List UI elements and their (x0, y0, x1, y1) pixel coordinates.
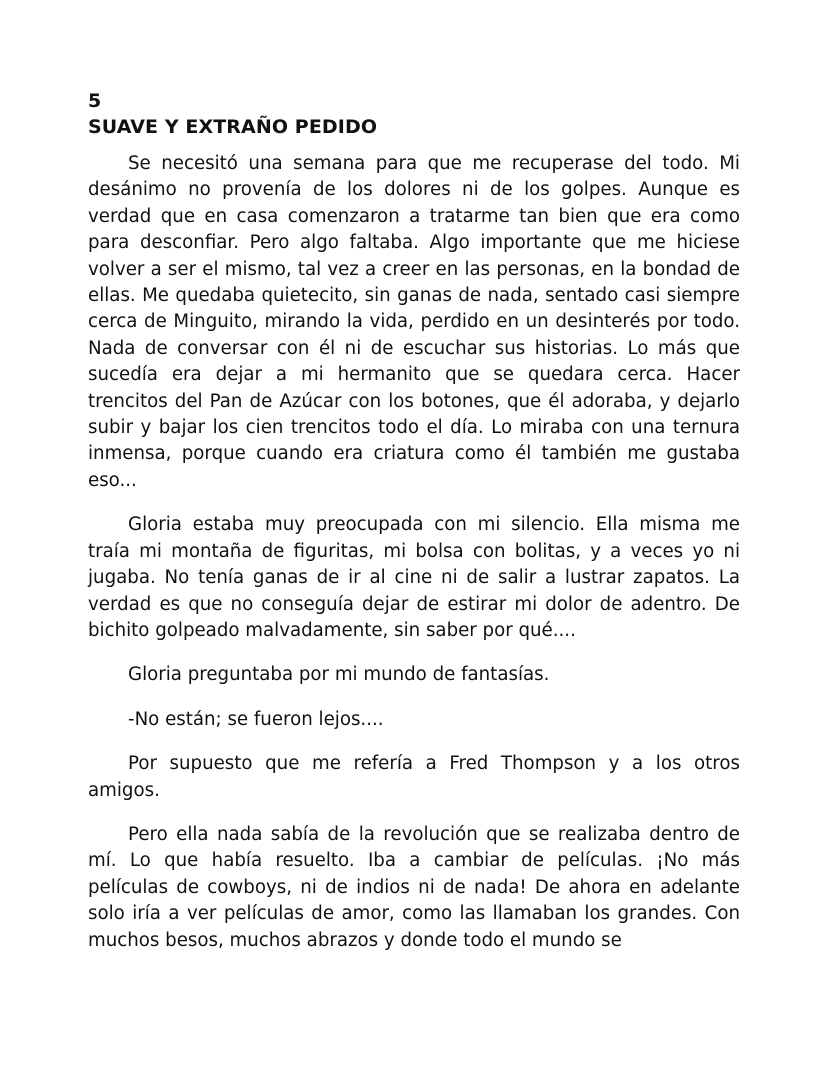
paragraph-5: Por supuesto que me refería a Fred Thompson y a los otros amigos. (88, 753, 740, 801)
paragraph-4: -No están; se fueron lejos.... (128, 708, 384, 730)
chapter-title: SUAVE Y EXTRAÑO PEDIDO (88, 116, 378, 138)
page-content (88, 88, 740, 954)
chapter-number: 5 (88, 90, 102, 112)
paragraph-3: Gloria preguntaba por mi mundo de fantasías. (128, 664, 550, 686)
paragraph-2: Gloria estaba muy preocupada con mi silencio. Ella misma me traía mi montaña de figuritas, mi bolsa con bolitas, y a veces yo ni jugaba. No tenía ganas de ir al cine ni de salir a lustrar zapatos. La verdad es que no conseguía dejar de estirar mi dolor de adentro. De bichito golpeado malvadamente, sin saber por qué.... (88, 514, 740, 641)
paragraph-6: Pero ella nada sabía de la revolución que se realizaba dentro de mí. Lo que había resuelto. Iba a cambiar de películas. ¡No más películas de cowboys, ni de indios ni de nada! De ahora en adelante solo iría a ver películas de amor, como las llamaban los grandes. Con muchos besos, muchos abrazos y donde todo el mundo se (88, 823, 740, 951)
paragraph-1: Se necesitó una semana para que me recuperase del todo. Mi desánimo no provenía de los dolores ni de los golpes. Aunque es verdad que en casa comenzaron a tratarme tan bien que era como para desconfiar. Pero algo faltaba. Algo importante que me hiciese volver a ser el mismo, tal vez a creer en las personas, en la bondad de ellas. Me quedaba quietecito, sin ganas de nada, sentado casi siempre cerca de Minguito, mirando la vida, perdido en un desinterés por todo. Nada de conversar con él ni de escuchar sus historias. Lo más que sucedía era dejar a mi hermanito que se quedara cerca. Hacer trencitos del Pan de Azúcar con los botones, que él adoraba, y dejarlo subir y bajar los cien trencitos todo el día. Lo miraba con una ternura inmensa, porque cuando era criatura como él también me gustaba eso... (88, 153, 740, 491)
